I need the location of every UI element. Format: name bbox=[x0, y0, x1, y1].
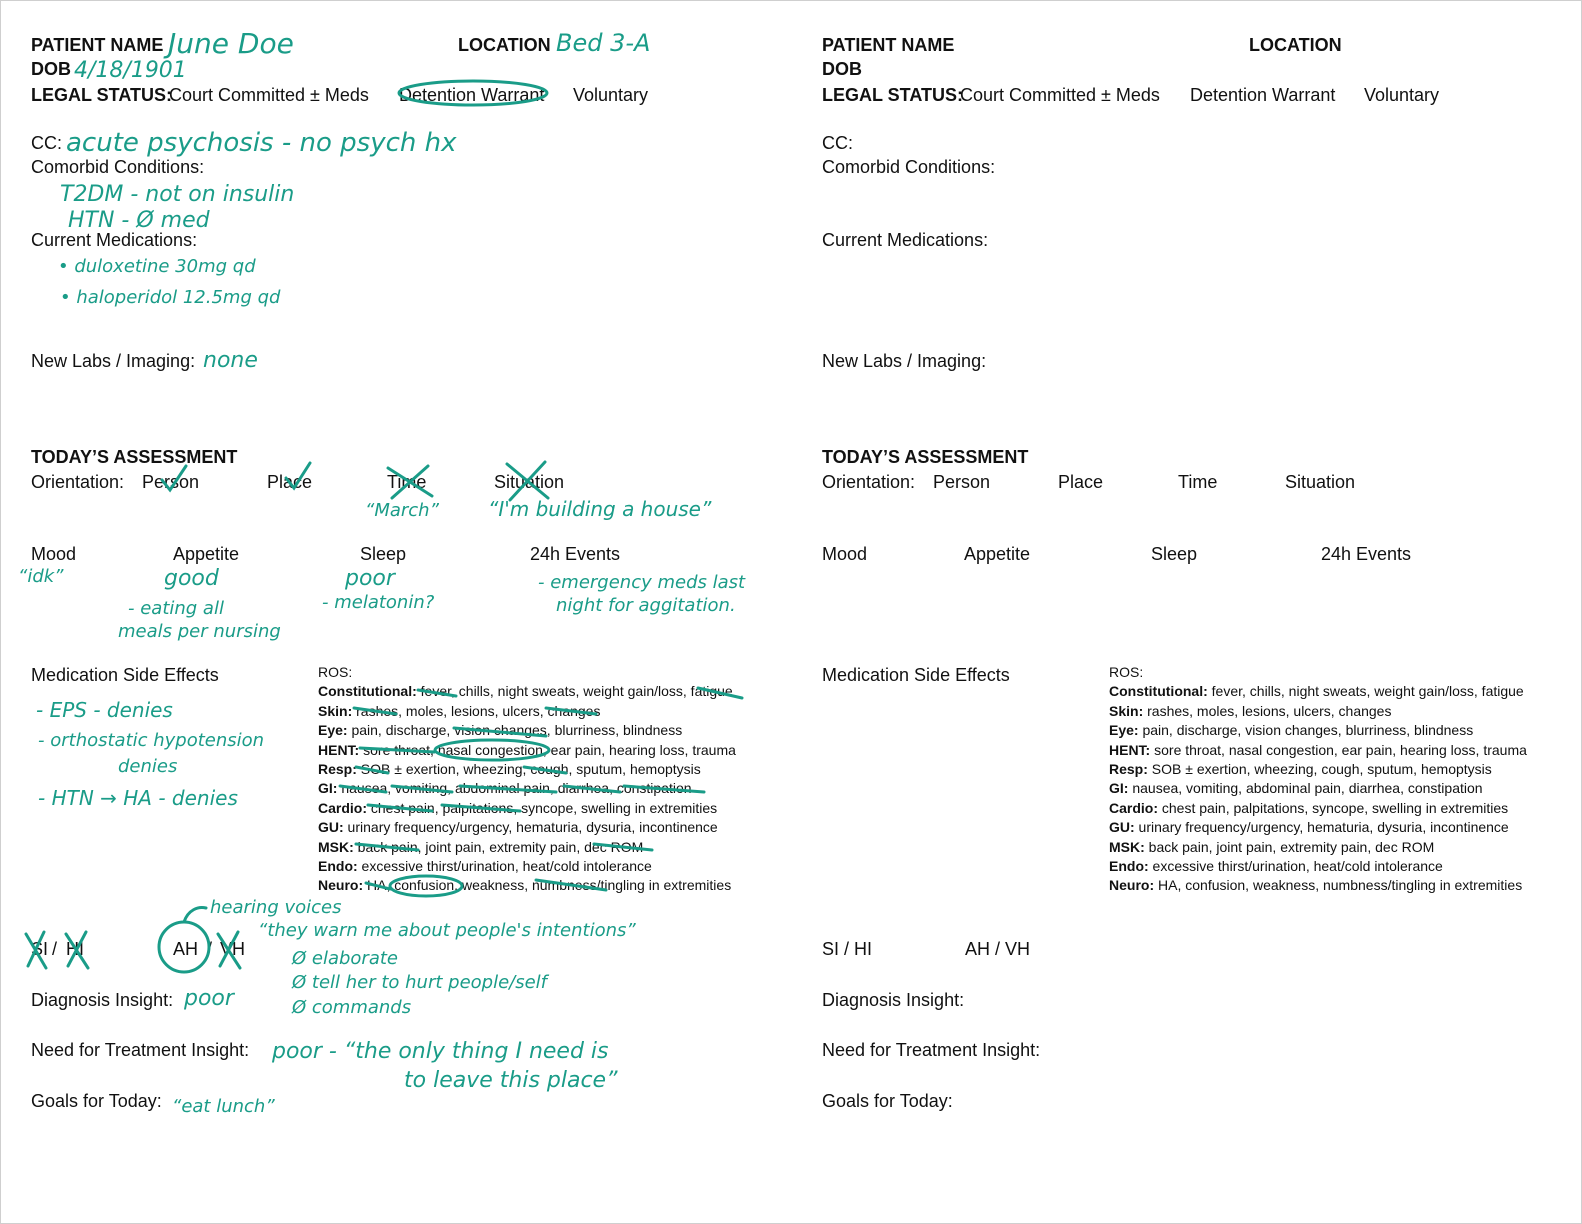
orientation-label: Orientation: bbox=[31, 472, 125, 492]
hw-labs: none bbox=[203, 348, 258, 373]
appetite-label: Appetite bbox=[173, 544, 240, 564]
hw-med-1: • duloxetine 30mg qd bbox=[58, 256, 256, 277]
hw-ah-note-5: Ø commands bbox=[292, 997, 412, 1018]
orientation-person: Person bbox=[142, 472, 200, 492]
events-label: 24h Events bbox=[530, 544, 621, 564]
ros-row: Endo: excessive thirst/urination, heat/cold intolerance bbox=[318, 858, 652, 875]
hw-events-1: - emergency meds last bbox=[538, 572, 746, 593]
hw-appetite-note-1: - eating all bbox=[128, 598, 224, 619]
ros-block-right bbox=[1109, 663, 1527, 896]
ros-row: Skin: rashes, moles, lesions, ulcers, changes bbox=[1109, 702, 1392, 719]
labs-label: New Labs / Imaging: bbox=[31, 351, 196, 371]
hw-treatment-insight-2: to leave this place” bbox=[404, 1068, 618, 1093]
hw-comorbid-1: T2DM - not on insulin bbox=[60, 182, 295, 207]
cc-label: CC: bbox=[31, 133, 62, 153]
hw-diagnosis-insight: poor bbox=[184, 986, 234, 1011]
side-effects-label: Medication Side Effects bbox=[31, 665, 219, 685]
orientation-time: Time bbox=[1178, 472, 1218, 492]
hw-appetite: good bbox=[164, 566, 219, 591]
orientation-place: Place bbox=[1058, 472, 1104, 492]
sleep-label: Sleep bbox=[360, 544, 407, 564]
ros-row: Cardio: chest pain, palpitations, syncope, swelling in extremities bbox=[1109, 799, 1509, 816]
hw-mood: “idk” bbox=[18, 566, 64, 587]
hw-goals: “eat lunch” bbox=[172, 1096, 275, 1117]
legal-option-voluntary: Voluntary bbox=[1364, 85, 1440, 105]
diagnosis-insight-label: Diagnosis Insight: bbox=[822, 990, 965, 1010]
diagnosis-insight-label: Diagnosis Insight: bbox=[31, 990, 174, 1010]
ros-row: GI: nausea, vomiting, abdominal pain, diarrhea, constipation bbox=[1109, 780, 1483, 797]
cc-label: CC: bbox=[822, 133, 853, 153]
hw-comorbid-2: HTN - Ø med bbox=[68, 208, 210, 233]
ros-row: Endo: excessive thirst/urination, heat/cold intolerance bbox=[1109, 858, 1443, 875]
hw-ah-note-1: hearing voices bbox=[210, 897, 342, 918]
side-effects-label: Medication Side Effects bbox=[822, 665, 1010, 685]
si-label: SI bbox=[31, 939, 49, 959]
hw-dob: 4/18/1901 bbox=[74, 58, 187, 83]
si-hi-slash: / bbox=[52, 939, 58, 959]
ros-row: HENT: sore throat, nasal congestion, ear pain, hearing loss, trauma bbox=[1109, 741, 1527, 758]
ros-row: Neuro: HA, confusion, weakness, numbness/tingling in extremities bbox=[318, 877, 732, 894]
treatment-insight-label: Need for Treatment Insight: bbox=[822, 1040, 1041, 1060]
dob-label: DOB bbox=[31, 59, 71, 79]
legal-option-court: Court Committed ± Meds bbox=[169, 85, 369, 105]
hw-ah-note-3: Ø elaborate bbox=[292, 948, 398, 969]
hw-cc: acute psychosis - no psych hx bbox=[66, 128, 457, 158]
appetite-label: Appetite bbox=[964, 544, 1031, 564]
labs-label: New Labs / Imaging: bbox=[822, 351, 987, 371]
orientation-label: Orientation: bbox=[822, 472, 916, 492]
comorbid-label: Comorbid Conditions: bbox=[822, 157, 996, 177]
goals-label: Goals for Today: bbox=[31, 1091, 162, 1111]
legal-status-label: LEGAL STATUS: bbox=[31, 85, 172, 105]
hw-ah-note-2: “they warn me about people's intentions” bbox=[258, 920, 636, 941]
legal-option-court: Court Committed ± Meds bbox=[960, 85, 1160, 105]
hw-ah-note-4: Ø tell her to hurt people/self bbox=[292, 972, 548, 993]
ah-vh-slash: / bbox=[207, 939, 213, 959]
sleep-label: Sleep bbox=[1151, 544, 1198, 564]
goals-label: Goals for Today: bbox=[822, 1091, 953, 1111]
current-meds-label: Current Medications: bbox=[31, 230, 198, 250]
patient-name-label: PATIENT NAME bbox=[31, 35, 164, 55]
hw-sleep: poor bbox=[345, 566, 395, 591]
ros-row: MSK: back pain, joint pain, extremity pain, dec ROM bbox=[318, 838, 644, 855]
orientation-situation: Situation bbox=[494, 472, 565, 492]
ros-row: GI: nausea, vomiting, abdominal pain, diarrhea, constipation bbox=[318, 780, 692, 797]
dob-label: DOB bbox=[822, 59, 862, 79]
legal-status-label: LEGAL STATUS: bbox=[822, 85, 963, 105]
ros-row: Eye: pain, discharge, vision changes, blurriness, blindness bbox=[1109, 722, 1474, 739]
ros-row: Resp: SOB ± exertion, wheezing, cough, sputum, hemoptysis bbox=[318, 761, 701, 778]
hw-treatment-insight-1: poor - “the only thing I need is bbox=[272, 1039, 609, 1064]
ros-row: Eye: pain, discharge, vision changes, blurriness, blindness bbox=[318, 722, 683, 739]
location-label: LOCATION bbox=[458, 35, 551, 55]
assessment-heading: TODAY’S ASSESSMENT bbox=[822, 447, 1029, 467]
hw-events-2: night for aggitation. bbox=[556, 595, 736, 616]
mood-label: Mood bbox=[31, 544, 77, 564]
hw-side-effect-3: denies bbox=[118, 756, 178, 777]
orientation-time: Time bbox=[387, 472, 427, 492]
ah-vh-label: AH / VH bbox=[965, 939, 1031, 959]
ros-row: Constitutional: fever, chills, night sweats, weight gain/loss, fatigue bbox=[1109, 683, 1524, 700]
hw-med-2: • haloperidol 12.5mg qd bbox=[60, 287, 281, 308]
legal-option-detention: Detention Warrant bbox=[399, 85, 545, 105]
orientation-place: Place bbox=[267, 472, 313, 492]
ros-row: Cardio: chest pain, palpitations, syncope, swelling in extremities bbox=[318, 799, 718, 816]
hw-side-effect-4: - HTN → HA - denies bbox=[38, 786, 238, 810]
ros-row: HENT: sore throat, nasal congestion, ear pain, hearing loss, trauma bbox=[318, 741, 736, 758]
location-label: LOCATION bbox=[1249, 35, 1342, 55]
ah-label: AH bbox=[173, 939, 199, 959]
ros-block-left bbox=[318, 663, 736, 896]
events-label: 24h Events bbox=[1321, 544, 1412, 564]
hw-time-note: “March” bbox=[365, 500, 439, 521]
hw-side-effect-2: - orthostatic hypotension bbox=[38, 730, 265, 751]
treatment-insight-label: Need for Treatment Insight: bbox=[31, 1040, 250, 1060]
ros-row: GU: urinary frequency/urgency, hematuria, dysuria, incontinence bbox=[318, 819, 718, 836]
patient-name-label: PATIENT NAME bbox=[822, 35, 955, 55]
hw-location: Bed 3-A bbox=[556, 29, 651, 57]
assessment-heading: TODAY’S ASSESSMENT bbox=[31, 447, 238, 467]
hw-side-effect-1: - EPS - denies bbox=[36, 698, 173, 722]
orientation-person: Person bbox=[933, 472, 991, 492]
hw-appetite-note-2: meals per nursing bbox=[118, 621, 281, 642]
hw-patient-name: June Doe bbox=[168, 27, 294, 60]
legal-option-detention: Detention Warrant bbox=[1190, 85, 1336, 105]
ros-label: ROS: bbox=[318, 664, 353, 680]
ros-row: Constitutional: fever, chills, night sweats, weight gain/loss, fatigue bbox=[318, 683, 733, 700]
comorbid-label: Comorbid Conditions: bbox=[31, 157, 205, 177]
current-meds-label: Current Medications: bbox=[822, 230, 989, 250]
ros-row: MSK: back pain, joint pain, extremity pain, dec ROM bbox=[1109, 838, 1435, 855]
hw-situation-note: “I'm building a house” bbox=[488, 497, 712, 521]
ros-label: ROS: bbox=[1109, 664, 1144, 680]
ros-row: Skin: rashes, moles, lesions, ulcers, changes bbox=[318, 702, 601, 719]
orientation-situation: Situation bbox=[1285, 472, 1356, 492]
hi-label: HI bbox=[66, 939, 84, 959]
ros-row: Neuro: HA, confusion, weakness, numbness/tingling in extremities bbox=[1109, 877, 1523, 894]
mood-label: Mood bbox=[822, 544, 868, 564]
ros-row: Resp: SOB ± exertion, wheezing, cough, sputum, hemoptysis bbox=[1109, 761, 1492, 778]
ros-row: GU: urinary frequency/urgency, hematuria, dysuria, incontinence bbox=[1109, 819, 1509, 836]
vh-label: VH bbox=[220, 939, 246, 959]
legal-option-voluntary: Voluntary bbox=[573, 85, 649, 105]
si-hi-label: SI / HI bbox=[822, 939, 873, 959]
hw-sleep-note: - melatonin? bbox=[322, 592, 435, 613]
